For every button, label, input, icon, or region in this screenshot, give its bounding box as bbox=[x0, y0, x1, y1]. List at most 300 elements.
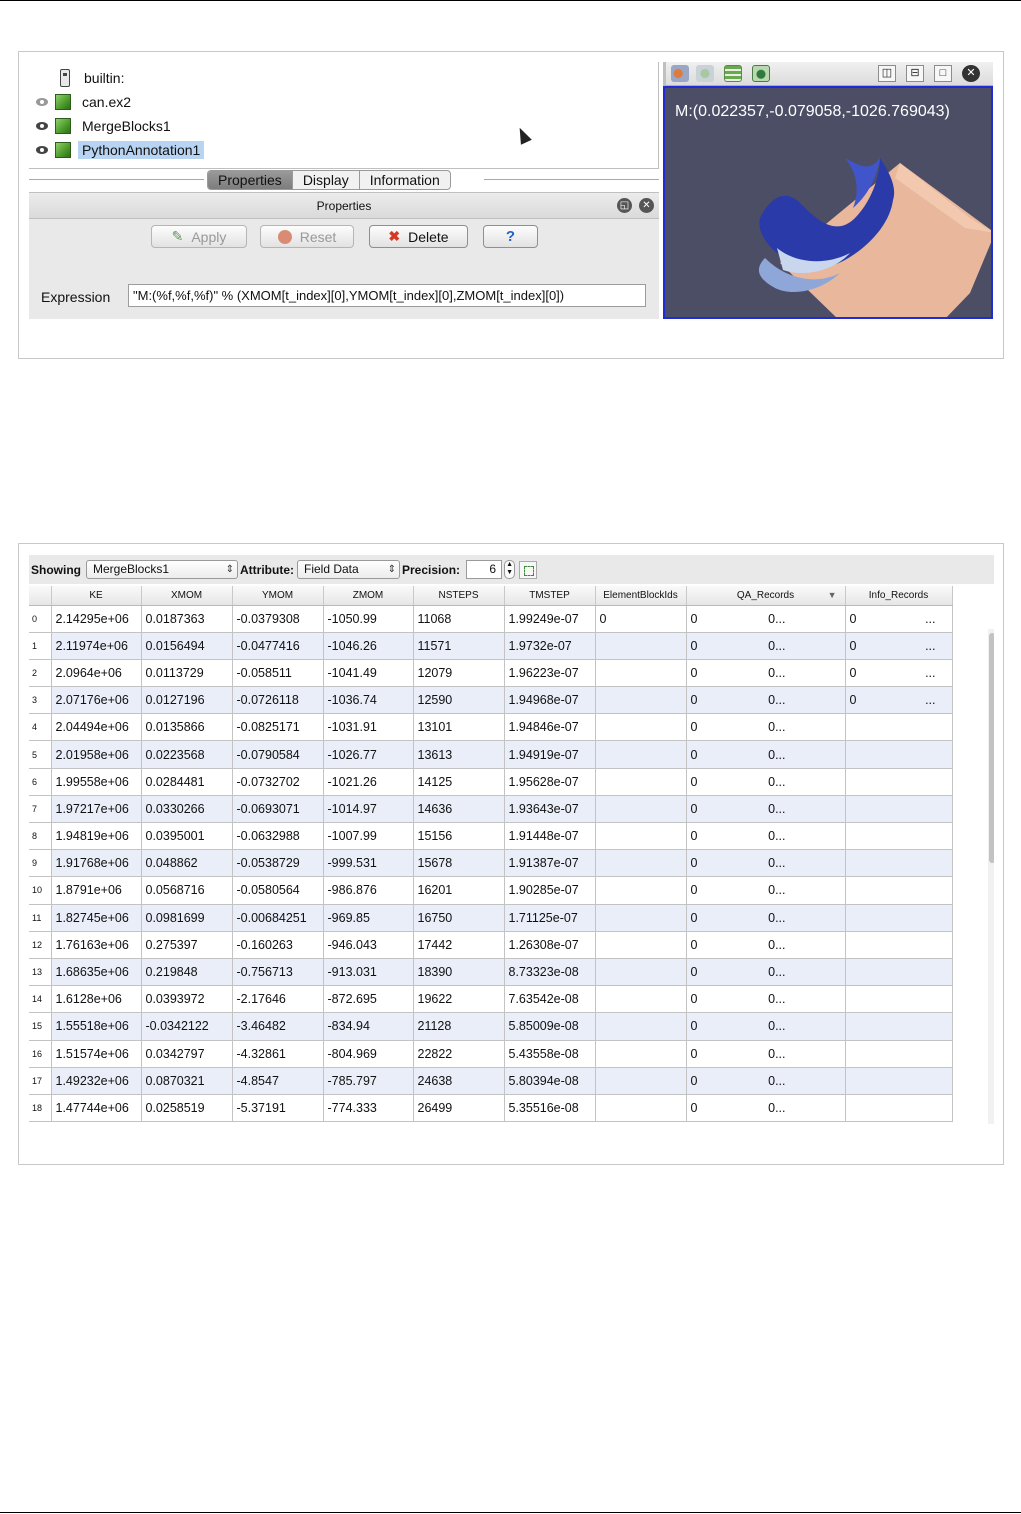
table-cell[interactable]: 1.68635e+06 bbox=[51, 958, 141, 985]
table-cell-qa-records[interactable] bbox=[686, 931, 845, 958]
camera-link-icon[interactable] bbox=[671, 65, 689, 82]
row-index: 13 bbox=[29, 958, 51, 985]
table-row[interactable] bbox=[29, 1040, 952, 1067]
table-cell[interactable]: 13613 bbox=[413, 741, 504, 768]
table-row[interactable] bbox=[29, 1067, 952, 1094]
table-cell-info-records[interactable] bbox=[845, 931, 952, 958]
table-cell-info-records[interactable] bbox=[845, 823, 952, 850]
capture-screenshot-icon[interactable] bbox=[752, 65, 770, 82]
row-index: 6 bbox=[29, 768, 51, 795]
table-cell[interactable]: 16201 bbox=[413, 877, 504, 904]
info-cell-part: 0 bbox=[849, 611, 857, 626]
table-cell[interactable]: 0.0870321 bbox=[141, 1067, 232, 1094]
column-header[interactable]: TMSTEP bbox=[504, 586, 595, 605]
close-panel-icon[interactable]: ✕ bbox=[639, 198, 654, 213]
reset-icon bbox=[278, 230, 292, 244]
qa-cell-part: 0... bbox=[768, 829, 786, 844]
table-cell[interactable] bbox=[595, 741, 686, 768]
table-cell[interactable]: 1.47744e+06 bbox=[51, 1094, 141, 1121]
table-cell[interactable]: 16750 bbox=[413, 904, 504, 931]
table-cell[interactable]: 12590 bbox=[413, 687, 504, 714]
table-cell-qa-records[interactable] bbox=[686, 986, 845, 1013]
table-cell[interactable]: 0.0113729 bbox=[141, 659, 232, 686]
qa-cell-part: 0... bbox=[768, 611, 786, 626]
table-cell[interactable]: 1.6128e+06 bbox=[51, 986, 141, 1013]
table-cell-qa-records[interactable] bbox=[686, 904, 845, 931]
table-cell[interactable]: -986.876 bbox=[323, 877, 413, 904]
table-cell[interactable]: -0.160263 bbox=[232, 931, 323, 958]
table-cell[interactable]: -1014.97 bbox=[323, 795, 413, 822]
table-cell[interactable]: 24638 bbox=[413, 1067, 504, 1094]
pipeline-item-builtin[interactable] bbox=[29, 67, 128, 89]
table-cell[interactable]: -1007.99 bbox=[323, 823, 413, 850]
table-row[interactable] bbox=[29, 931, 952, 958]
attribute-select[interactable]: Field Data ⇕ bbox=[297, 560, 400, 579]
table-cell-info-records[interactable] bbox=[845, 1013, 952, 1040]
table-cell[interactable] bbox=[595, 931, 686, 958]
properties-panel-header bbox=[29, 192, 659, 219]
table-cell[interactable]: 0.0981699 bbox=[141, 904, 232, 931]
table-cell[interactable]: 5.80394e-08 bbox=[504, 1067, 595, 1094]
table-cell[interactable]: -0.0790584 bbox=[232, 741, 323, 768]
table-cell-info-records[interactable] bbox=[845, 714, 952, 741]
row-index: 4 bbox=[29, 714, 51, 741]
table-cell-info-records[interactable] bbox=[845, 605, 952, 632]
qa-cell-part: 0 bbox=[690, 693, 698, 708]
table-row[interactable] bbox=[29, 687, 952, 714]
table-row[interactable] bbox=[29, 958, 952, 985]
table-cell-qa-records[interactable] bbox=[686, 659, 845, 686]
apply-button[interactable]: ✎ Apply bbox=[151, 225, 247, 248]
table-cell-qa-records[interactable] bbox=[686, 632, 845, 659]
qa-cell-part: 0... bbox=[768, 638, 786, 653]
table-cell[interactable]: 1.94968e-07 bbox=[504, 687, 595, 714]
row-index: 11 bbox=[29, 904, 51, 931]
qa-cell-part: 0... bbox=[768, 992, 786, 1007]
pipeline-item-mergeblocks1[interactable] bbox=[29, 115, 175, 137]
table-cell[interactable]: 14125 bbox=[413, 768, 504, 795]
cube-icon bbox=[55, 94, 71, 110]
table-cell[interactable]: 1.51574e+06 bbox=[51, 1040, 141, 1067]
table-cell[interactable] bbox=[595, 1040, 686, 1067]
table-cell[interactable]: 0.0258519 bbox=[141, 1094, 232, 1121]
qa-cell-part: 0... bbox=[768, 747, 786, 762]
table-cell[interactable]: 1.8791e+06 bbox=[51, 877, 141, 904]
qa-cell-part: 0... bbox=[768, 774, 786, 789]
table-cell[interactable]: 0.0393972 bbox=[141, 986, 232, 1013]
spreadsheet-view-icon[interactable] bbox=[724, 65, 742, 82]
table-cell[interactable]: 1.99558e+06 bbox=[51, 768, 141, 795]
table-cell-info-records[interactable] bbox=[845, 741, 952, 768]
table-cell[interactable]: 0.0395001 bbox=[141, 823, 232, 850]
bottom-rule bbox=[0, 1512, 1021, 1513]
spreadsheet-toolbar bbox=[29, 555, 994, 584]
table-row[interactable] bbox=[29, 823, 952, 850]
table-cell-info-records[interactable] bbox=[845, 795, 952, 822]
table-row[interactable] bbox=[29, 904, 952, 931]
table-cell[interactable]: 2.0964e+06 bbox=[51, 659, 141, 686]
table-cell[interactable]: -1050.99 bbox=[323, 605, 413, 632]
table-cell[interactable]: 1.90285e-07 bbox=[504, 877, 595, 904]
split-vertical-button[interactable]: ⊟ bbox=[906, 65, 924, 82]
server-icon bbox=[60, 69, 70, 87]
table-row[interactable] bbox=[29, 1094, 952, 1121]
table-cell[interactable]: -1021.26 bbox=[323, 768, 413, 795]
table-cell[interactable]: 1.9732e-07 bbox=[504, 632, 595, 659]
table-cell[interactable] bbox=[595, 904, 686, 931]
table-cell[interactable]: 1.26308e-07 bbox=[504, 931, 595, 958]
table-cell[interactable]: 1.99249e-07 bbox=[504, 605, 595, 632]
table-cell[interactable]: -5.37191 bbox=[232, 1094, 323, 1121]
cube-icon bbox=[55, 118, 71, 134]
attribute-label: Attribute: bbox=[240, 562, 294, 577]
info-cell-part: ... bbox=[925, 693, 936, 708]
row-index: 15 bbox=[29, 1013, 51, 1040]
table-cell[interactable]: -774.333 bbox=[323, 1094, 413, 1121]
row-index: 16 bbox=[29, 1040, 51, 1067]
table-cell-info-records[interactable] bbox=[845, 768, 952, 795]
vertical-scrollbar-thumb[interactable] bbox=[989, 633, 994, 863]
figure-spreadsheet-view bbox=[18, 543, 1004, 1165]
table-cell[interactable] bbox=[595, 877, 686, 904]
precision-input[interactable]: 6 bbox=[466, 560, 502, 579]
table-cell[interactable]: -1026.77 bbox=[323, 741, 413, 768]
table-cell[interactable] bbox=[595, 850, 686, 877]
qa-cell-part: 0 bbox=[690, 611, 698, 626]
table-cell[interactable]: 21128 bbox=[413, 1013, 504, 1040]
qa-cell-part: 0... bbox=[768, 937, 786, 952]
table-cell[interactable]: 15156 bbox=[413, 823, 504, 850]
table-cell[interactable]: -0.0477416 bbox=[232, 632, 323, 659]
table-cell[interactable]: 7.63542e-08 bbox=[504, 986, 595, 1013]
spreadsheet-table-wrap bbox=[29, 586, 994, 1124]
table-row[interactable] bbox=[29, 605, 952, 632]
info-cell-part: 0 bbox=[849, 665, 857, 680]
info-cell-part: 0 bbox=[849, 693, 857, 708]
table-cell[interactable] bbox=[595, 659, 686, 686]
table-row[interactable] bbox=[29, 1013, 952, 1040]
expression-label: Expression bbox=[41, 289, 111, 305]
maximize-view-button[interactable]: □ bbox=[934, 65, 952, 82]
table-cell[interactable]: -3.46482 bbox=[232, 1013, 323, 1040]
table-cell-qa-records[interactable] bbox=[686, 958, 845, 985]
table-row[interactable] bbox=[29, 986, 952, 1013]
table-cell[interactable]: 1.49232e+06 bbox=[51, 1067, 141, 1094]
table-cell-qa-records[interactable] bbox=[686, 741, 845, 768]
table-cell-qa-records[interactable] bbox=[686, 1094, 845, 1121]
qa-cell-part: 0... bbox=[768, 910, 786, 925]
table-cell-info-records[interactable] bbox=[845, 877, 952, 904]
table-cell[interactable] bbox=[595, 687, 686, 714]
table-cell[interactable]: -0.058511 bbox=[232, 659, 323, 686]
close-view-button[interactable]: ✕ bbox=[962, 65, 980, 82]
table-cell[interactable] bbox=[595, 632, 686, 659]
qa-cell-part: 0 bbox=[690, 801, 698, 816]
table-cell-info-records[interactable] bbox=[845, 904, 952, 931]
eye-icon[interactable] bbox=[35, 121, 51, 131]
table-cell[interactable] bbox=[595, 958, 686, 985]
qa-cell-part: 0 bbox=[690, 720, 698, 735]
qa-cell-part: 0 bbox=[690, 883, 698, 898]
table-cell[interactable]: 1.93643e-07 bbox=[504, 795, 595, 822]
pipeline-item-label: MergeBlocks1 bbox=[82, 118, 171, 134]
table-row[interactable] bbox=[29, 768, 952, 795]
table-cell[interactable]: 1.91387e-07 bbox=[504, 850, 595, 877]
table-cell[interactable]: -0.0693071 bbox=[232, 795, 323, 822]
info-cell-part: ... bbox=[925, 638, 936, 653]
table-cell[interactable]: -0.0732702 bbox=[232, 768, 323, 795]
qa-cell-part: 0 bbox=[690, 856, 698, 871]
table-cell-info-records[interactable] bbox=[845, 632, 952, 659]
table-cell[interactable]: 0.0135866 bbox=[141, 714, 232, 741]
table-header-row bbox=[29, 586, 952, 605]
showing-select[interactable]: MergeBlocks1 ⇕ bbox=[86, 560, 238, 579]
table-row[interactable] bbox=[29, 877, 952, 904]
table-cell[interactable]: 0.0127196 bbox=[141, 687, 232, 714]
table-cell[interactable]: 14636 bbox=[413, 795, 504, 822]
table-cell-info-records[interactable] bbox=[845, 1067, 952, 1094]
table-cell[interactable]: 1.91448e-07 bbox=[504, 823, 595, 850]
table-cell-qa-records[interactable] bbox=[686, 877, 845, 904]
eye-icon[interactable] bbox=[35, 97, 51, 107]
table-cell-info-records[interactable] bbox=[845, 1094, 952, 1121]
table-cell[interactable]: 15678 bbox=[413, 850, 504, 877]
qa-cell-part: 0... bbox=[768, 665, 786, 680]
help-button[interactable] bbox=[483, 225, 538, 248]
pipeline-item-can-ex2[interactable] bbox=[29, 91, 135, 113]
table-cell[interactable]: 0.0156494 bbox=[141, 632, 232, 659]
table-cell[interactable]: 0.0330266 bbox=[141, 795, 232, 822]
properties-panel bbox=[29, 219, 659, 319]
table-cell-qa-records[interactable] bbox=[686, 823, 845, 850]
table-cell[interactable]: 8.73323e-08 bbox=[504, 958, 595, 985]
qa-cell-part: 0... bbox=[768, 693, 786, 708]
column-header[interactable]: XMOM bbox=[141, 586, 232, 605]
cube-icon bbox=[55, 142, 71, 158]
table-cell[interactable]: -0.0580564 bbox=[232, 877, 323, 904]
table-row[interactable] bbox=[29, 741, 952, 768]
top-rule bbox=[0, 0, 1021, 1]
table-cell[interactable]: 1.96223e-07 bbox=[504, 659, 595, 686]
pipeline-item-label: can.ex2 bbox=[82, 94, 132, 110]
table-cell-info-records[interactable] bbox=[845, 1040, 952, 1067]
pipeline-browser bbox=[29, 62, 659, 169]
table-cell-info-records[interactable] bbox=[845, 687, 952, 714]
table-cell[interactable]: 0.0284481 bbox=[141, 768, 232, 795]
row-index: 17 bbox=[29, 1067, 51, 1094]
column-header[interactable]: ElementBlockIds bbox=[595, 586, 686, 605]
table-cell[interactable]: 0.0187363 bbox=[141, 605, 232, 632]
pipeline-item-label: PythonAnnotation1 bbox=[78, 141, 204, 159]
table-cell-qa-records[interactable] bbox=[686, 1013, 845, 1040]
table-cell[interactable]: 2.11974e+06 bbox=[51, 632, 141, 659]
table-cell[interactable]: 12079 bbox=[413, 659, 504, 686]
table-cell[interactable]: 0.048862 bbox=[141, 850, 232, 877]
column-header[interactable]: NSTEPS bbox=[413, 586, 504, 605]
table-cell[interactable]: -4.8547 bbox=[232, 1067, 323, 1094]
table-cell[interactable]: 26499 bbox=[413, 1094, 504, 1121]
qa-cell-part: 0 bbox=[690, 638, 698, 653]
table-cell[interactable]: 11068 bbox=[413, 605, 504, 632]
table-cell-qa-records[interactable] bbox=[686, 1067, 845, 1094]
qa-cell-part: 0... bbox=[768, 1100, 786, 1115]
table-cell[interactable]: -2.17646 bbox=[232, 986, 323, 1013]
table-cell[interactable]: -0.0825171 bbox=[232, 714, 323, 741]
table-cell[interactable]: -0.0632988 bbox=[232, 823, 323, 850]
table-cell-info-records[interactable] bbox=[845, 850, 952, 877]
table-cell-qa-records[interactable] bbox=[686, 605, 845, 632]
table-row[interactable] bbox=[29, 714, 952, 741]
table-cell[interactable]: -1036.74 bbox=[323, 687, 413, 714]
table-cell[interactable]: -999.531 bbox=[323, 850, 413, 877]
table-cell[interactable]: -0.00684251 bbox=[232, 904, 323, 931]
tab-properties[interactable]: Properties bbox=[208, 171, 293, 189]
qa-cell-part: 0 bbox=[690, 965, 698, 980]
table-row[interactable] bbox=[29, 659, 952, 686]
table-cell[interactable] bbox=[595, 714, 686, 741]
tab-display[interactable]: Display bbox=[293, 171, 360, 189]
pipeline-item-pythonannotation1[interactable] bbox=[29, 139, 204, 161]
table-cell[interactable]: 11571 bbox=[413, 632, 504, 659]
split-horizontal-button[interactable]: ◫ bbox=[878, 65, 896, 82]
table-cell[interactable]: -804.969 bbox=[323, 1040, 413, 1067]
table-cell[interactable] bbox=[595, 795, 686, 822]
table-cell-info-records[interactable] bbox=[845, 958, 952, 985]
table-cell[interactable] bbox=[595, 768, 686, 795]
table-cell[interactable]: 1.71125e-07 bbox=[504, 904, 595, 931]
table-cell[interactable]: 1.94846e-07 bbox=[504, 714, 595, 741]
sort-descending-icon: ▼ bbox=[827, 590, 837, 600]
qa-cell-part: 0 bbox=[690, 910, 698, 925]
can-crush-3d-model bbox=[665, 88, 993, 319]
table-cell[interactable]: -913.031 bbox=[323, 958, 413, 985]
row-index: 3 bbox=[29, 687, 51, 714]
table-cell-qa-records[interactable] bbox=[686, 795, 845, 822]
row-index: 14 bbox=[29, 986, 51, 1013]
table-cell-qa-records[interactable] bbox=[686, 714, 845, 741]
table-cell[interactable]: 1.95628e-07 bbox=[504, 768, 595, 795]
table-cell-info-records[interactable] bbox=[845, 986, 952, 1013]
float-panel-icon[interactable]: ◱ bbox=[617, 198, 632, 213]
render-view[interactable] bbox=[663, 86, 993, 319]
table-cell[interactable]: 1.94819e+06 bbox=[51, 823, 141, 850]
table-cell-qa-records[interactable] bbox=[686, 687, 845, 714]
column-header[interactable]: Info_Records bbox=[845, 586, 952, 605]
table-cell[interactable]: 0.0223568 bbox=[141, 741, 232, 768]
table-cell[interactable]: 1.91768e+06 bbox=[51, 850, 141, 877]
python-annotation-text: M:(0.022357,-0.079058,-1026.769043) bbox=[675, 103, 950, 120]
camera-undo-icon[interactable] bbox=[696, 65, 714, 82]
table-cell-qa-records[interactable] bbox=[686, 768, 845, 795]
table-cell[interactable]: -0.0726118 bbox=[232, 687, 323, 714]
table-cell[interactable]: -834.94 bbox=[323, 1013, 413, 1040]
row-index: 12 bbox=[29, 931, 51, 958]
table-cell[interactable]: 5.35516e-08 bbox=[504, 1094, 595, 1121]
qa-cell-part: 0 bbox=[690, 774, 698, 789]
table-cell[interactable]: 1.76163e+06 bbox=[51, 931, 141, 958]
table-cell[interactable]: 0.0568716 bbox=[141, 877, 232, 904]
table-cell[interactable]: -785.797 bbox=[323, 1067, 413, 1094]
table-cell[interactable]: 2.04494e+06 bbox=[51, 714, 141, 741]
table-row[interactable] bbox=[29, 850, 952, 877]
table-cell[interactable]: 2.01958e+06 bbox=[51, 741, 141, 768]
table-cell[interactable]: 2.07176e+06 bbox=[51, 687, 141, 714]
table-cell[interactable]: -1046.26 bbox=[323, 632, 413, 659]
row-index: 5 bbox=[29, 741, 51, 768]
table-cell[interactable]: -946.043 bbox=[323, 931, 413, 958]
panel-title: Properties bbox=[316, 198, 372, 213]
table-cell[interactable]: 1.97217e+06 bbox=[51, 795, 141, 822]
table-cell[interactable]: -0.0342122 bbox=[141, 1013, 232, 1040]
table-cell[interactable]: -969.85 bbox=[323, 904, 413, 931]
table-cell[interactable]: -872.695 bbox=[323, 986, 413, 1013]
table-cell[interactable]: 18390 bbox=[413, 958, 504, 985]
table-cell-info-records[interactable] bbox=[845, 659, 952, 686]
table-cell[interactable]: 1.82745e+06 bbox=[51, 904, 141, 931]
table-cell[interactable]: 1.55518e+06 bbox=[51, 1013, 141, 1040]
table-cell[interactable] bbox=[595, 823, 686, 850]
table-cell[interactable]: -0.0379308 bbox=[232, 605, 323, 632]
qa-cell-part: 0... bbox=[768, 883, 786, 898]
table-cell[interactable] bbox=[595, 1094, 686, 1121]
table-cell-qa-records[interactable] bbox=[686, 850, 845, 877]
table-cell[interactable]: 0 bbox=[595, 605, 686, 632]
table-cell[interactable] bbox=[595, 1067, 686, 1094]
table-row[interactable] bbox=[29, 795, 952, 822]
table-cell-qa-records[interactable] bbox=[686, 1040, 845, 1067]
table-cell[interactable] bbox=[595, 1013, 686, 1040]
table-cell[interactable] bbox=[595, 986, 686, 1013]
qa-cell-part: 0... bbox=[768, 1046, 786, 1061]
table-cell[interactable]: -1041.49 bbox=[323, 659, 413, 686]
table-cell[interactable]: 2.14295e+06 bbox=[51, 605, 141, 632]
spreadsheet-table bbox=[29, 586, 953, 1122]
table-cell[interactable]: 1.94919e-07 bbox=[504, 741, 595, 768]
column-header[interactable]: YMOM bbox=[232, 586, 323, 605]
table-cell[interactable]: 13101 bbox=[413, 714, 504, 741]
table-row[interactable] bbox=[29, 632, 952, 659]
table-cell[interactable]: 22822 bbox=[413, 1040, 504, 1067]
precision-label: Precision: bbox=[402, 562, 461, 577]
table-cell[interactable]: 19622 bbox=[413, 986, 504, 1013]
precision-stepper[interactable]: ▲ ▼ bbox=[504, 560, 515, 579]
table-cell[interactable]: 0.0342797 bbox=[141, 1040, 232, 1067]
toggle-selection-only-icon[interactable] bbox=[519, 561, 537, 579]
table-cell[interactable]: 5.43558e-08 bbox=[504, 1040, 595, 1067]
column-header[interactable]: KE bbox=[51, 586, 141, 605]
expression-field[interactable]: "M:(%f,%f,%f)" % (XMOM[t_index][0],YMOM[t_index][0],ZMOM[t_index][0]) bbox=[128, 284, 646, 307]
column-header[interactable]: ZMOM bbox=[323, 586, 413, 605]
view-toolbar bbox=[663, 62, 993, 86]
column-header-qa-records[interactable]: QA_Records ▼ bbox=[686, 586, 845, 605]
table-cell[interactable]: 0.275397 bbox=[141, 931, 232, 958]
reset-button[interactable]: Reset bbox=[260, 225, 354, 248]
table-cell[interactable]: 0.219848 bbox=[141, 958, 232, 985]
row-index: 7 bbox=[29, 795, 51, 822]
tab-information[interactable]: Information bbox=[369, 172, 440, 188]
table-cell[interactable]: -4.32861 bbox=[232, 1040, 323, 1067]
table-cell[interactable]: 17442 bbox=[413, 931, 504, 958]
table-cell[interactable]: 5.85009e-08 bbox=[504, 1013, 595, 1040]
delete-button[interactable]: ✖ Delete bbox=[369, 225, 468, 248]
qa-cell-part: 0 bbox=[690, 937, 698, 952]
eye-icon[interactable] bbox=[35, 145, 51, 155]
info-cell-part: ... bbox=[925, 611, 936, 626]
table-cell[interactable]: -1031.91 bbox=[323, 714, 413, 741]
table-cell[interactable]: -0.756713 bbox=[232, 958, 323, 985]
table-cell[interactable]: -0.0538729 bbox=[232, 850, 323, 877]
row-index: 9 bbox=[29, 850, 51, 877]
